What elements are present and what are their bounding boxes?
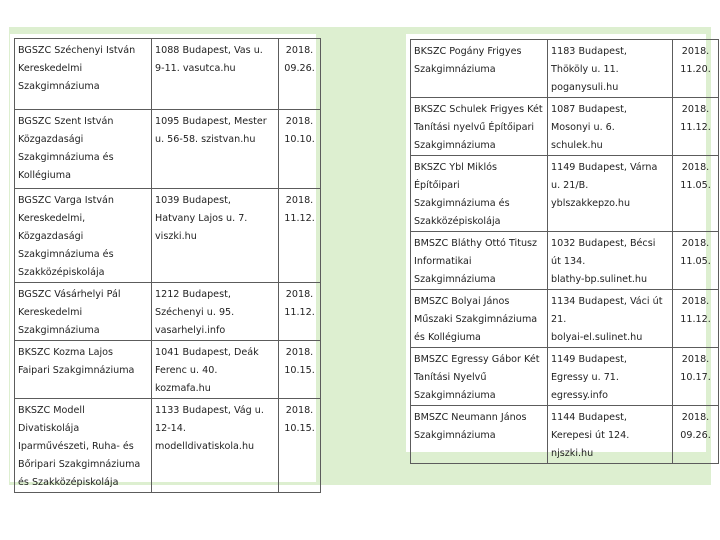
date-cell: 2018. 11.05. (673, 156, 719, 232)
school-name-cell: BMSZC Bolyai János Műszaki Szakgimnáziuma és Kollégiuma (411, 290, 548, 348)
address-cell: 1149 Budapest, Várna u. 21/B. yblszakkepzo.hu (548, 156, 673, 232)
date-cell: 2018. 11.12. (279, 283, 321, 341)
date-cell: 2018. 11.12. (279, 189, 321, 283)
table-row (15, 399, 321, 493)
table-row (15, 283, 321, 341)
school-name-cell: BMSZC Egressy Gábor Két Tanítási Nyelvű Szakgimnáziuma (411, 348, 548, 406)
school-name-cell: BGSZC Vásárhelyi Pál Kereskedelmi Szakgimnáziuma (15, 283, 152, 341)
left-schools-table (14, 38, 321, 493)
right-schools-table (410, 39, 719, 464)
address-cell: 1183 Budapest, Thököly u. 11. poganysuli.hu (548, 40, 673, 98)
table-row (411, 290, 719, 348)
date-cell: 2018. 09.26. (279, 39, 321, 110)
date-cell: 2018. 11.20. (673, 40, 719, 98)
address-cell: 1039 Budapest, Hatvany Lajos u. 7. viszki.hu (152, 189, 279, 283)
school-name-cell: BKSZC Modell Divatiskolája Iparművészeti, Ruha- és Bőripari Szakgimnáziuma és Szakközépiskolája (15, 399, 152, 493)
address-cell: 1088 Budapest, Vas u. 9-11. vasutca.hu (152, 39, 279, 110)
school-name-cell: BMSZC Bláthy Ottó Titusz Informatikai Szakgimnáziuma (411, 232, 548, 290)
address-cell: 1212 Budapest, Széchenyi u. 95. vasarhelyi.info (152, 283, 279, 341)
table-row (411, 98, 719, 156)
date-cell: 2018. 10.15. (279, 341, 321, 399)
table-row (15, 189, 321, 283)
date-cell: 2018. 09.26. (673, 406, 719, 464)
address-cell: 1144 Budapest, Kerepesi út 124. njszki.hu (548, 406, 673, 464)
address-cell: 1095 Budapest, Mester u. 56-58. szistvan.hu (152, 110, 279, 189)
school-name-cell: BKSZC Pogány Frigyes Szakgimnáziuma (411, 40, 548, 98)
address-cell: 1134 Budapest, Váci út 21. bolyai-el.sulinet.hu (548, 290, 673, 348)
table-row (15, 110, 321, 189)
table-row (411, 348, 719, 406)
table-row (15, 39, 321, 110)
school-name-cell: BGSZC Varga István Kereskedelmi, Közgazdasági Szakgimnáziuma és Szakközépiskolája (15, 189, 152, 283)
date-cell: 2018. 10.15. (279, 399, 321, 493)
address-cell: 1133 Budapest, Vág u. 12-14. modelldivatiskola.hu (152, 399, 279, 493)
date-cell: 2018. 10.17. (673, 348, 719, 406)
date-cell: 2018. 11.12. (673, 98, 719, 156)
date-cell: 2018. 11.05. (673, 232, 719, 290)
table-row (411, 232, 719, 290)
address-cell: 1087 Budapest, Mosonyi u. 6. schulek.hu (548, 98, 673, 156)
table-row (411, 40, 719, 98)
date-cell: 2018. 11.12. (673, 290, 719, 348)
table-row (411, 156, 719, 232)
address-cell: 1149 Budapest, Egressy u. 71. egressy.info (548, 348, 673, 406)
address-cell: 1041 Budapest, Deák Ferenc u. 40. kozmafa.hu (152, 341, 279, 399)
school-name-cell: BGSZC Széchenyi István Kereskedelmi Szakgimnáziuma (15, 39, 152, 110)
school-name-cell: BKSZC Ybl Miklós Építőipari Szakgimnáziuma és Szakközépiskolája (411, 156, 548, 232)
address-cell: 1032 Budapest, Bécsi út 134. blathy-bp.sulinet.hu (548, 232, 673, 290)
school-name-cell: BGSZC Szent István Közgazdasági Szakgimnáziuma és Kollégiuma (15, 110, 152, 189)
school-name-cell: BKSZC Kozma Lajos Faipari Szakgimnáziuma (15, 341, 152, 399)
school-name-cell: BMSZC Neumann János Szakgimnáziuma (411, 406, 548, 464)
date-cell: 2018. 10.10. (279, 110, 321, 189)
table-row (15, 341, 321, 399)
table-row (411, 406, 719, 464)
school-name-cell: BKSZC Schulek Frigyes Két Tanítási nyelvű Építőipari Szakgimnáziuma (411, 98, 548, 156)
